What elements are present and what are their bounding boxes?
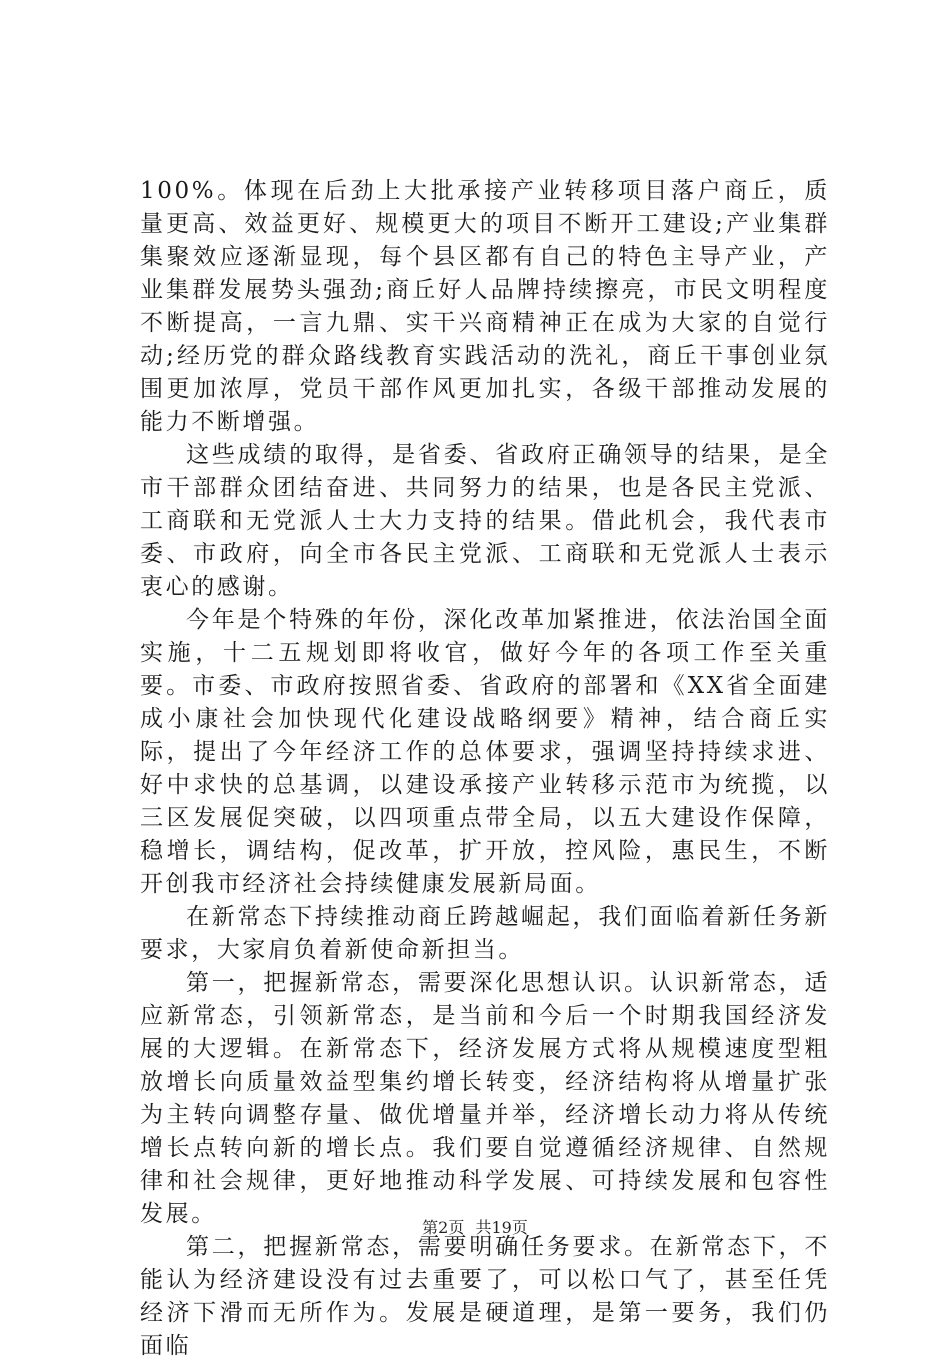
paragraph-3: 今年是个特殊的年份，深化改革加紧推进，依法治国全面实施，十二五规划即将收官，做好今年的各项工作至关重要。市委、市政府按照省委、省政府的部署和《XX省全面建成小康社会加快现代化建设战略纲要》精神，结合商丘实际，提出了今年经济工作的总体要求，强调坚持持续求进、好中求快的总基调，以建设承接产业转移示范市为统揽，以三区发展促突破，以四项重点带全局，以五大建设作保障，稳增长，调结构，促改革，扩开放，控风险，惠民生，不断开创我市经济社会持续健康发展新局面。 xyxy=(140,607,830,897)
page-total: 共19页 xyxy=(475,1218,528,1237)
body-text xyxy=(140,175,830,1363)
paragraph-5: 第一，把握新常态，需要深化思想认识。认识新常态，适应新常态，引领新常态，是当前和今后一个时期我国经济发展的大逻辑。在新常态下，经济发展方式将从规模速度型粗放增长向质量效益型集约增长转变，经济结构将从增量扩张为主转向调整存量、做优增量并举，经济增长动力将从传统增长点转向新的增长点。我们要自觉遵循经济规律、自然规律和社会规律，更好地推动科学发展、可持续发展和包容性发展。 xyxy=(140,970,830,1227)
paragraph-1: 100%。体现在后劲上大批承接产业转移项目落户商丘，质量更高、效益更好、规模更大的项目不断开工建设;产业集群集聚效应逐渐显现，每个县区都有自己的特色主导产业，产业集群发展势头强劲;商丘好人品牌持续擦亮，市民文明程度不断提高，一言九鼎、实干兴商精神正在成为大家的自觉行动;经历党的群众路线教育实践活动的洗礼，商丘干事创业氛围更加浓厚，党员干部作风更加扎实，各级干部推动发展的能力不断增强。 xyxy=(140,178,830,435)
page-footer xyxy=(0,1217,950,1239)
page-number: 第2页 xyxy=(422,1218,465,1237)
paragraph-6: 第二，把握新常态，需要明确任务要求。在新常态下，不能认为经济建设没有过去重要了，可以松口气了，甚至任凭经济下滑而无所作为。发展是硬道理，是第一要务，我们仍面临 xyxy=(140,1234,830,1359)
paragraph-2: 这些成绩的取得，是省委、省政府正确领导的结果，是全市干部群众团结奋进、共同努力的结果，也是各民主党派、工商联和无党派人士大力支持的结果。借此机会，我代表市委、市政府，向全市各民主党派、工商联和无党派人士表示衷心的感谢。 xyxy=(140,442,830,600)
paragraph-4: 在新常态下持续推动商丘跨越崛起，我们面临着新任务新要求，大家肩负着新使命新担当。 xyxy=(140,904,830,963)
